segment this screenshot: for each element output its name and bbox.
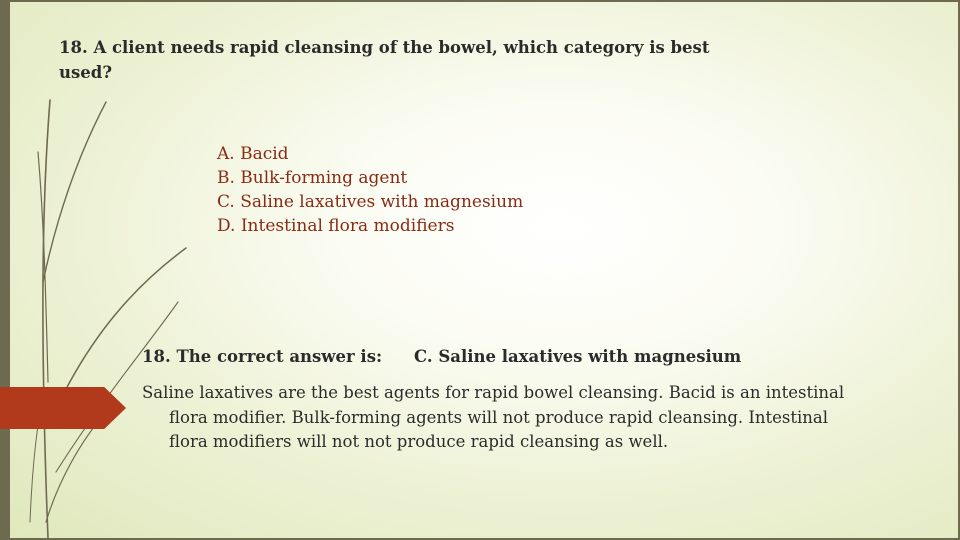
correct-answer-value: C. Saline laxatives with magnesium <box>414 347 742 366</box>
option-c: C. Saline laxatives with magnesium <box>217 192 524 212</box>
slide-canvas <box>10 2 958 538</box>
option-b: B. Bulk-forming agent <box>217 168 408 188</box>
explanation-text: Saline laxatives are the best agents for rapid bowel cleansing. Bacid is an intestinal flora modifier. Bulk-forming agents will not produce rapid cleansing. Intestinal flora modifiers will not not produce rapid cleansing as well. <box>142 383 845 451</box>
question-text: 18. A client needs rapid cleansing of the bowel, which category is best used? <box>59 38 710 82</box>
answer-options-list <box>217 142 523 238</box>
option-a: A. Bacid <box>217 144 289 164</box>
option-d: D. Intestinal flora modifiers <box>217 216 455 236</box>
correct-answer-label: 18. The correct answer is: <box>142 347 383 366</box>
accent-arrow-banner <box>0 387 126 429</box>
correct-answer-line <box>142 347 741 366</box>
